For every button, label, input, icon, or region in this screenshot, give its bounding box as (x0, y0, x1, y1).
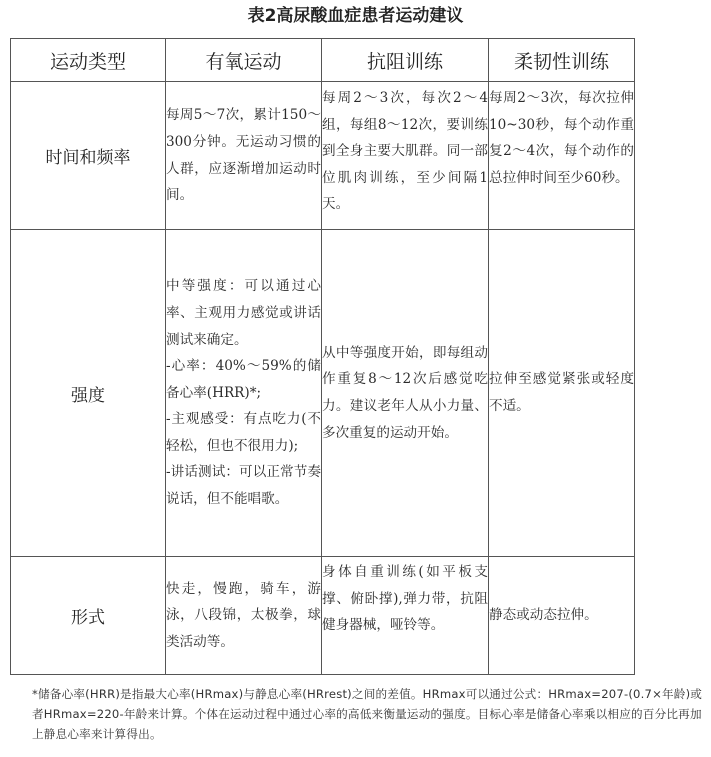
table-row (11, 82, 635, 230)
footnote: *储备心率(HRR)是指最大心率(HRmax)与静息心率(HRrest)之间的差值。HRmax可以通过公式：HRmax=207-(0.7×年龄)或者HRmax=220-年龄来计算。个体在运动过程中通过心率的高低来衡量运动的强度。目标心率是储备心率乘以相应的百分比再加上静息心率来计算得出。 (32, 687, 703, 741)
row-label-intensity: 强度 (11, 230, 166, 557)
cell-flexibility-intensity (489, 230, 635, 557)
cell-resistance-frequency (322, 82, 489, 230)
header-flexibility: 柔韧性训练 (489, 39, 635, 82)
header-exercise-type: 运动类型 (11, 39, 166, 82)
cell-text: -主观感受：有点吃力(不轻松，但也不很用力); (166, 411, 321, 454)
cell-aerobic-intensity (166, 230, 322, 557)
header-aerobic: 有氧运动 (166, 39, 322, 82)
cell-text: 身体自重训练(如平板支撑、俯卧撑),弹力带，抗阻健身器械，哑铃等。 (322, 564, 488, 634)
cell-text: 静态或动态拉伸。 (489, 607, 598, 624)
header-row (11, 39, 635, 82)
cell-flexibility-form (489, 557, 635, 675)
cell-resistance-form (322, 557, 489, 675)
header-resistance: 抗阻训练 (322, 39, 489, 82)
table-row (11, 557, 635, 675)
cell-text: -心率：40%～59%的储备心率(HRR)*; (166, 358, 321, 401)
cell-text: 从中等强度开始，即每组动作重复8～12次后感觉吃力。建议老年人从小力量、多次重复的运动开始。 (322, 344, 488, 441)
cell-aerobic-frequency (166, 82, 322, 230)
cell-text: 每周2～3次，每次拉伸10~30秒，每个动作重复2～4次，每个动作的总拉伸时间至少60秒。 (489, 90, 634, 186)
row-label-frequency: 时间和频率 (11, 82, 166, 230)
table-title: 表2高尿酸血症患者运动建议 (247, 6, 464, 26)
cell-text: 中等强度：可以通过心率、主观用力感觉或讲话测试来确定。 (166, 278, 321, 348)
table-row (11, 230, 635, 557)
cell-aerobic-form (166, 557, 322, 675)
cell-text: -讲话测试：可以正常节奏说话，但不能唱歌。 (166, 464, 321, 508)
cell-resistance-intensity (322, 230, 489, 557)
exercise-table (10, 38, 635, 675)
cell-text: 拉伸至感觉紧张或轻度不适。 (489, 371, 634, 414)
cell-text: 每周2～3次，每次2～4组，每组8～12次，要训练到全身主要大肌群。同一部位肌肉训练，至少间隔1天。 (322, 90, 488, 213)
cell-flexibility-frequency (489, 82, 635, 230)
cell-text: 每周5～7次，累计150～300分钟。无运动习惯的人群，应逐渐增加运动时间。 (166, 107, 321, 204)
cell-text: 快走，慢跑，骑车，游泳，八段锦，太极拳，球类活动等。 (166, 580, 321, 650)
row-label-form: 形式 (11, 557, 166, 675)
